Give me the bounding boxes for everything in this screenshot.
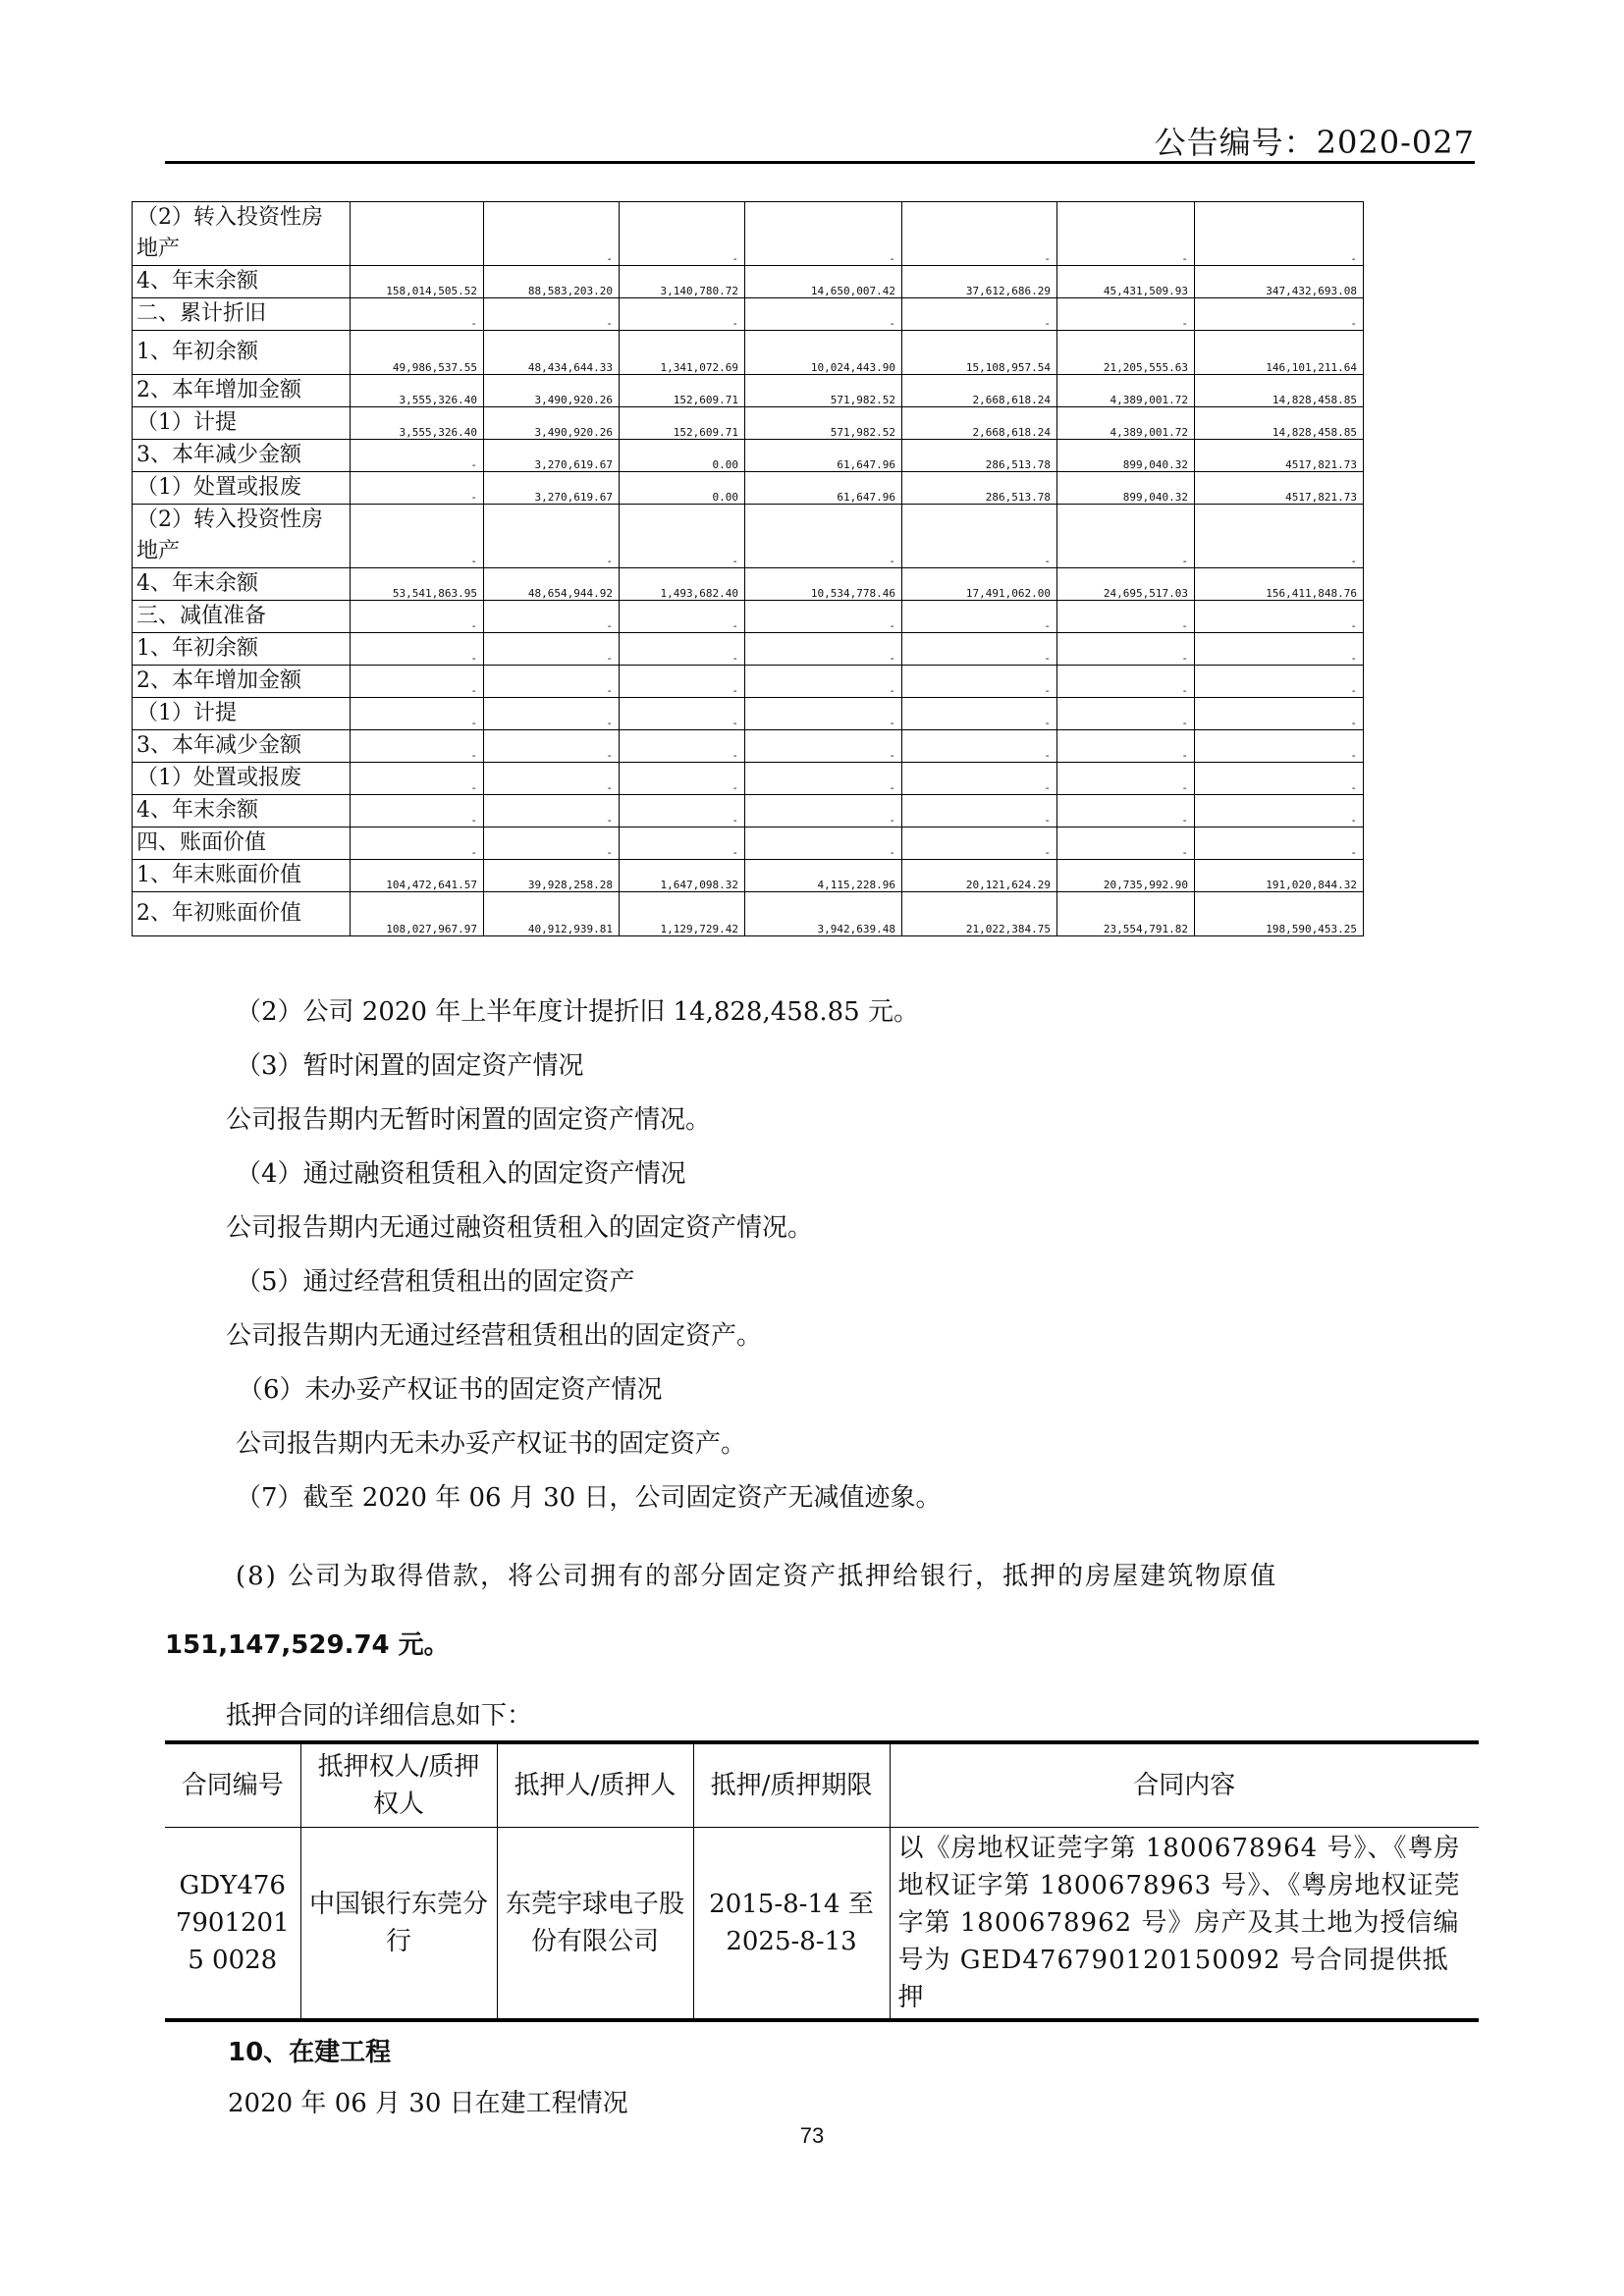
value-cell: - xyxy=(351,440,484,472)
value-cell: - xyxy=(902,698,1057,730)
value-cell: - xyxy=(351,730,484,763)
asset-table-row xyxy=(133,202,1364,266)
value-cell: - xyxy=(745,698,902,730)
value-cell: 37,612,686.29 xyxy=(902,266,1057,298)
fixed-asset-table-body xyxy=(133,202,1364,936)
value-cell: - xyxy=(351,666,484,698)
value-cell: 146,101,211.64 xyxy=(1195,331,1364,375)
value-cell: 14,828,458.85 xyxy=(1195,407,1364,440)
value-cell: 347,432,693.08 xyxy=(1195,266,1364,298)
value-cell: 3,490,920.26 xyxy=(484,375,620,407)
mortgage-table-header xyxy=(165,1742,1479,1828)
row-label: （1）处置或报废 xyxy=(133,472,351,505)
asset-table-row xyxy=(133,472,1364,505)
value-cell: 61,647.96 xyxy=(745,440,902,472)
term-cell: 2015-8-14 至 2025-8-13 xyxy=(693,1828,890,2021)
value-cell: - xyxy=(1057,828,1195,860)
asset-table-row xyxy=(133,568,1364,601)
value-cell: - xyxy=(745,795,902,828)
value-cell: 45,431,509.93 xyxy=(1057,266,1195,298)
heading-idle-assets: （3）暂时闲置的固定资产情况 xyxy=(236,1051,584,1081)
row-label: （2）转入投资性房地产 xyxy=(133,505,351,568)
value-cell: - xyxy=(484,666,620,698)
value-cell: 21,022,384.75 xyxy=(902,892,1057,936)
value-cell: 53,541,863.95 xyxy=(351,568,484,601)
value-cell: 899,040.32 xyxy=(1057,472,1195,505)
paragraph-operating-lease: 公司报告期内无通过经营租赁租出的固定资产。 xyxy=(226,1321,763,1351)
value-cell: 191,020,844.32 xyxy=(1195,860,1364,892)
header-mortgagee: 抵押权人/质押权人 xyxy=(300,1742,497,1828)
asset-table-row xyxy=(133,298,1364,331)
mortgage-intro: 抵押合同的详细信息如下： xyxy=(226,1701,533,1731)
value-cell: 21,205,555.63 xyxy=(1057,331,1195,375)
asset-table-row xyxy=(133,828,1364,860)
value-cell: 286,513.78 xyxy=(902,472,1057,505)
value-cell: - xyxy=(484,698,620,730)
value-cell: 2,668,618.24 xyxy=(902,407,1057,440)
value-cell: 4517,821.73 xyxy=(1195,472,1364,505)
mortgage-table xyxy=(165,1740,1479,2022)
heading-operating-lease: （5）通过经营租赁租出的固定资产 xyxy=(236,1267,635,1297)
value-cell: 158,014,505.52 xyxy=(351,266,484,298)
mortgage-row xyxy=(165,1828,1479,2021)
value-cell: 152,609.71 xyxy=(620,407,745,440)
heading-title-certificate: （6）未办妥产权证书的固定资产情况 xyxy=(238,1375,663,1405)
asset-table-row xyxy=(133,730,1364,763)
value-cell: - xyxy=(1195,828,1364,860)
value-cell: 20,735,992.90 xyxy=(1057,860,1195,892)
value-cell: 3,555,326.40 xyxy=(351,407,484,440)
value-cell: - xyxy=(1057,698,1195,730)
value-cell: 3,942,639.48 xyxy=(745,892,902,936)
value-cell: 39,928,258.28 xyxy=(484,860,620,892)
header-contract-no: 合同编号 xyxy=(165,1742,300,1828)
value-cell: - xyxy=(745,828,902,860)
page-number: 73 xyxy=(799,2123,825,2148)
fixed-asset-table xyxy=(132,201,1364,936)
mortgagor-cell: 东莞宇球电子股份有限公司 xyxy=(497,1828,693,2021)
value-cell: - xyxy=(745,601,902,633)
paragraph-impairment: （7）截至 2020 年 06 月 30 日，公司固定资产无减值迹象。 xyxy=(236,1483,942,1513)
value-cell: - xyxy=(902,730,1057,763)
asset-table-row xyxy=(133,407,1364,440)
row-label: 三、减值准备 xyxy=(133,601,351,633)
value-cell: 108,027,967.97 xyxy=(351,892,484,936)
value-cell: - xyxy=(351,763,484,795)
value-cell: - xyxy=(351,472,484,505)
value-cell: - xyxy=(1057,763,1195,795)
value-cell: 88,583,203.20 xyxy=(484,266,620,298)
value-cell: 1,647,098.32 xyxy=(620,860,745,892)
value-cell: 104,472,641.57 xyxy=(351,860,484,892)
value-cell: - xyxy=(902,828,1057,860)
value-cell: 1,341,072.69 xyxy=(620,331,745,375)
contract-no-cell: GDY47679012015 0028 xyxy=(165,1828,300,2021)
value-cell: - xyxy=(1057,505,1195,568)
value-cell: 4,389,001.72 xyxy=(1057,407,1195,440)
value-cell: 40,912,939.81 xyxy=(484,892,620,936)
value-cell: - xyxy=(745,298,902,331)
asset-table-row xyxy=(133,375,1364,407)
value-cell: 286,513.78 xyxy=(902,440,1057,472)
row-label: （1）计提 xyxy=(133,698,351,730)
value-cell: - xyxy=(484,298,620,331)
value-cell: - xyxy=(1195,698,1364,730)
value-cell: - xyxy=(484,633,620,666)
value-cell: - xyxy=(351,698,484,730)
section-heading-construction: 10、在建工程 xyxy=(228,2038,392,2067)
value-cell: - xyxy=(1195,666,1364,698)
paragraph-idle-assets: 公司报告期内无暂时闲置的固定资产情况。 xyxy=(226,1105,712,1135)
value-cell: 2,668,618.24 xyxy=(902,375,1057,407)
value-cell: - xyxy=(1195,505,1364,568)
notice-number: 公告编号：2020-027 xyxy=(1154,124,1475,161)
value-cell: - xyxy=(351,298,484,331)
value-cell: - xyxy=(1195,730,1364,763)
header-rule xyxy=(165,161,1475,164)
value-cell: 10,534,778.46 xyxy=(745,568,902,601)
value-cell: 14,650,007.42 xyxy=(745,266,902,298)
value-cell: - xyxy=(1195,795,1364,828)
value-cell: - xyxy=(1195,601,1364,633)
row-label: 二、累计折旧 xyxy=(133,298,351,331)
value-cell: - xyxy=(1057,202,1195,266)
asset-table-row xyxy=(133,633,1364,666)
value-cell: 198,590,453.25 xyxy=(1195,892,1364,936)
value-cell: - xyxy=(745,633,902,666)
paragraph-mortgage-line1: (8) 公司为取得借款，将公司拥有的部分固定资产抵押给银行，抵押的房屋建筑物原值 xyxy=(236,1562,1278,1591)
row-label: 1、年初余额 xyxy=(133,633,351,666)
value-cell: - xyxy=(620,730,745,763)
asset-table-row xyxy=(133,763,1364,795)
value-cell: 24,695,517.03 xyxy=(1057,568,1195,601)
value-cell: 0.00 xyxy=(620,440,745,472)
value-cell xyxy=(351,202,484,266)
value-cell: 20,121,624.29 xyxy=(902,860,1057,892)
row-label: （1）计提 xyxy=(133,407,351,440)
value-cell: 571,982.52 xyxy=(745,407,902,440)
paragraph-finance-lease: 公司报告期内无通过融资租赁租入的固定资产情况。 xyxy=(226,1213,814,1243)
value-cell: - xyxy=(1195,763,1364,795)
value-cell: - xyxy=(1057,298,1195,331)
value-cell: - xyxy=(902,298,1057,331)
value-cell: - xyxy=(745,505,902,568)
value-cell: 10,024,443.90 xyxy=(745,331,902,375)
row-label: 3、本年减少金额 xyxy=(133,730,351,763)
asset-table-row xyxy=(133,666,1364,698)
value-cell: - xyxy=(745,730,902,763)
value-cell: 4,389,001.72 xyxy=(1057,375,1195,407)
header-mortgagor: 抵押人/质押人 xyxy=(497,1742,693,1828)
value-cell: - xyxy=(902,666,1057,698)
value-cell: - xyxy=(902,505,1057,568)
value-cell: 899,040.32 xyxy=(1057,440,1195,472)
value-cell: 3,270,619.67 xyxy=(484,472,620,505)
value-cell: - xyxy=(484,730,620,763)
value-cell: 49,986,537.55 xyxy=(351,331,484,375)
asset-table-row xyxy=(133,698,1364,730)
value-cell: - xyxy=(484,601,620,633)
value-cell: - xyxy=(620,601,745,633)
value-cell: - xyxy=(745,763,902,795)
value-cell: 48,434,644.33 xyxy=(484,331,620,375)
value-cell: 48,654,944.92 xyxy=(484,568,620,601)
paragraph-mortgage-line2: 151,147,529.74 元。 xyxy=(165,1630,450,1660)
value-cell: 0.00 xyxy=(620,472,745,505)
value-cell: - xyxy=(484,763,620,795)
value-cell: - xyxy=(620,828,745,860)
value-cell: - xyxy=(620,795,745,828)
value-cell: 3,270,619.67 xyxy=(484,440,620,472)
header-content: 合同内容 xyxy=(890,1742,1479,1828)
heading-finance-lease: （4）通过融资租赁租入的固定资产情况 xyxy=(236,1159,686,1189)
value-cell: - xyxy=(902,601,1057,633)
row-label: 2、年初账面价值 xyxy=(133,892,351,936)
value-cell: - xyxy=(1195,633,1364,666)
asset-table-row xyxy=(133,440,1364,472)
row-label: （2）转入投资性房地产 xyxy=(133,202,351,266)
value-cell: - xyxy=(902,795,1057,828)
asset-table-row xyxy=(133,860,1364,892)
row-label: 4、年末余额 xyxy=(133,568,351,601)
value-cell: 23,554,791.82 xyxy=(1057,892,1195,936)
asset-table-row xyxy=(133,601,1364,633)
value-cell: 15,108,957.54 xyxy=(902,331,1057,375)
value-cell: 4517,821.73 xyxy=(1195,440,1364,472)
value-cell: - xyxy=(351,633,484,666)
value-cell: - xyxy=(902,763,1057,795)
mortgagee-cell: 中国银行东莞分行 xyxy=(300,1828,497,2021)
value-cell: - xyxy=(902,633,1057,666)
value-cell: - xyxy=(620,298,745,331)
value-cell: - xyxy=(902,202,1057,266)
value-cell: - xyxy=(1057,633,1195,666)
asset-table-row xyxy=(133,266,1364,298)
section-construction-body: 2020 年 06 月 30 日在建工程情况 xyxy=(228,2089,628,2118)
value-cell: - xyxy=(1195,298,1364,331)
value-cell: 571,982.52 xyxy=(745,375,902,407)
value-cell: - xyxy=(1057,795,1195,828)
header-term: 抵押/质押期限 xyxy=(693,1742,890,1828)
value-cell: 152,609.71 xyxy=(620,375,745,407)
value-cell: - xyxy=(351,601,484,633)
paragraph-depreciation: （2）公司 2020 年上半年度计提折旧 14,828,458.85 元。 xyxy=(236,997,919,1027)
value-cell: - xyxy=(620,698,745,730)
value-cell: 14,828,458.85 xyxy=(1195,375,1364,407)
row-label: 四、账面价值 xyxy=(133,828,351,860)
asset-table-row xyxy=(133,331,1364,375)
value-cell: 156,411,848.76 xyxy=(1195,568,1364,601)
value-cell: - xyxy=(620,666,745,698)
contract-content-cell: 以《房地权证莞字第 1800678964 号》、《粤房地权证字第 1800678963 号》、《粤房地权证莞字第 1800678962 号》房产及其土地为授信编号为 GED476790120150092 号合同提供抵押 xyxy=(890,1828,1479,2021)
row-label: 2、本年增加金额 xyxy=(133,666,351,698)
value-cell: - xyxy=(1057,601,1195,633)
row-label: （1）处置或报废 xyxy=(133,763,351,795)
value-cell: 1,129,729.42 xyxy=(620,892,745,936)
asset-table-row xyxy=(133,795,1364,828)
value-cell: 17,491,062.00 xyxy=(902,568,1057,601)
value-cell: 3,490,920.26 xyxy=(484,407,620,440)
value-cell: - xyxy=(745,202,902,266)
value-cell: - xyxy=(1057,666,1195,698)
value-cell: - xyxy=(745,666,902,698)
value-cell: - xyxy=(1195,202,1364,266)
value-cell: 61,647.96 xyxy=(745,472,902,505)
value-cell: - xyxy=(484,828,620,860)
value-cell: - xyxy=(620,505,745,568)
row-label: 1、年初余额 xyxy=(133,331,351,375)
value-cell: - xyxy=(351,505,484,568)
row-label: 1、年末账面价值 xyxy=(133,860,351,892)
row-label: 2、本年增加金额 xyxy=(133,375,351,407)
value-cell: 3,555,326.40 xyxy=(351,375,484,407)
row-label: 4、年末余额 xyxy=(133,795,351,828)
value-cell: - xyxy=(484,505,620,568)
row-label: 4、年末余额 xyxy=(133,266,351,298)
value-cell: - xyxy=(1057,730,1195,763)
value-cell: - xyxy=(620,633,745,666)
value-cell: 4,115,228.96 xyxy=(745,860,902,892)
paragraph-title-certificate: 公司报告期内无未办妥产权证书的固定资产。 xyxy=(236,1429,747,1459)
asset-table-row xyxy=(133,505,1364,568)
value-cell: - xyxy=(620,202,745,266)
value-cell: - xyxy=(351,828,484,860)
value-cell: - xyxy=(484,202,620,266)
asset-table-row xyxy=(133,892,1364,936)
value-cell: - xyxy=(484,795,620,828)
value-cell: 1,493,682.40 xyxy=(620,568,745,601)
value-cell: - xyxy=(620,763,745,795)
value-cell: - xyxy=(351,795,484,828)
value-cell: 3,140,780.72 xyxy=(620,266,745,298)
row-label: 3、本年减少金额 xyxy=(133,440,351,472)
